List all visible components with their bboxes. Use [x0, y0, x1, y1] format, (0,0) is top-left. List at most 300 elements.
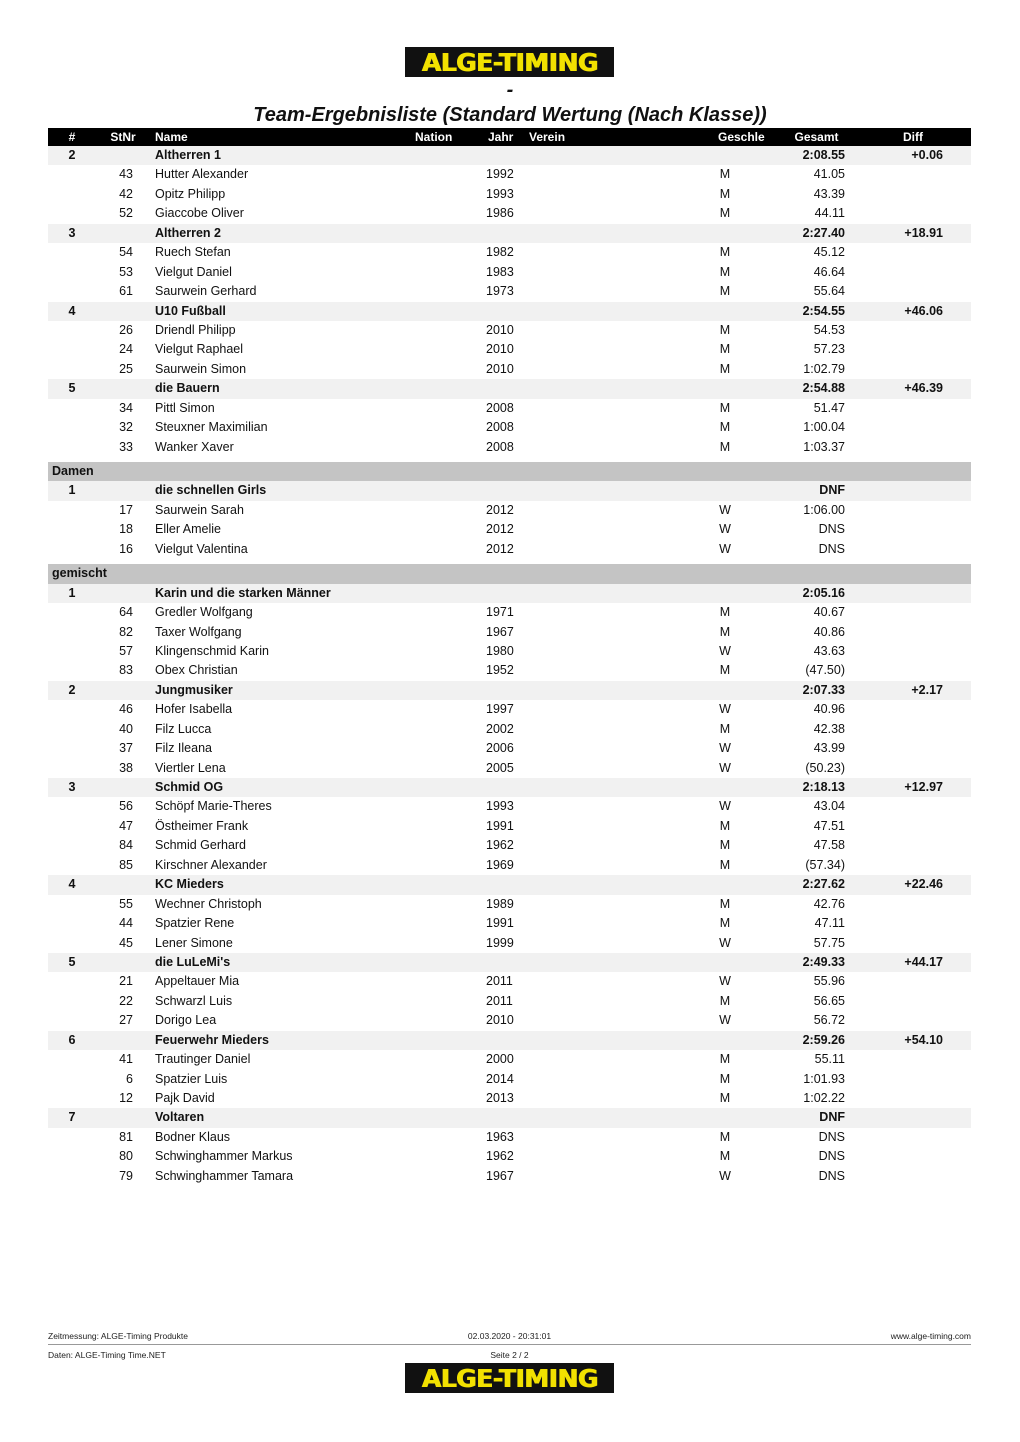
- member-gesamt: 43.04: [813, 799, 845, 814]
- member-row: [48, 263, 971, 282]
- member-gesamt: 43.39: [813, 186, 845, 201]
- footer-website[interactable]: www.alge-timing.com: [890, 1331, 971, 1341]
- member-row: [48, 520, 971, 539]
- member-geschlecht: M: [719, 605, 731, 620]
- footer-top: [48, 1331, 971, 1343]
- member-name: Trautinger Daniel: [155, 1052, 251, 1067]
- member-jahr: 1991: [486, 916, 514, 931]
- team-row: [48, 681, 971, 700]
- member-name: Taxer Wolfgang: [155, 624, 242, 639]
- category-name: gemischt: [52, 566, 107, 581]
- member-gesamt: 42.76: [813, 896, 845, 911]
- team-gesamt: 2:49.33: [802, 954, 845, 969]
- member-jahr: 2011: [486, 974, 513, 989]
- member-gesamt: 1:02.79: [803, 361, 845, 376]
- member-jahr: 2002: [486, 721, 514, 736]
- member-row: [48, 720, 971, 739]
- member-geschlecht: W: [719, 799, 731, 814]
- col-verein: Verein: [529, 130, 566, 144]
- member-row: [48, 340, 971, 359]
- member-geschlecht: W: [719, 522, 731, 537]
- team-diff: +0.06: [911, 148, 943, 162]
- team-gesamt: 2:07.33: [802, 682, 845, 697]
- member-name: Driendl Philipp: [155, 322, 236, 337]
- team-row: [48, 224, 971, 243]
- member-gesamt: 1:02.22: [803, 1091, 845, 1105]
- member-jahr: 2006: [486, 741, 514, 756]
- member-jahr: 1989: [486, 896, 514, 911]
- team-rank: 2: [68, 682, 76, 697]
- team-rank: 1: [68, 483, 76, 498]
- member-row: [48, 204, 971, 223]
- member-stnr: 44: [119, 916, 133, 931]
- member-gesamt: 47.11: [814, 916, 845, 931]
- member-stnr: 57: [119, 643, 133, 658]
- member-row: [48, 972, 971, 991]
- footer-zeitmessung: Zeitmessung: ALGE-Timing Produkte: [48, 1331, 188, 1341]
- member-name: Wanker Xaver: [155, 439, 234, 454]
- member-name: Klingenschmid Karin: [155, 643, 269, 658]
- team-rank: 5: [68, 381, 76, 396]
- member-gesamt: (50.23): [805, 760, 845, 775]
- member-row: [48, 1050, 971, 1069]
- member-jahr: 1969: [486, 857, 514, 872]
- alge-timing-logo: [405, 47, 614, 77]
- member-row: [48, 185, 971, 204]
- team-rank: 3: [68, 225, 76, 240]
- member-stnr: 64: [119, 605, 133, 620]
- member-jahr: 1963: [486, 1129, 514, 1144]
- team-rank: 2: [68, 148, 76, 162]
- member-name: Saurwein Sarah: [155, 502, 244, 517]
- member-row: [48, 1070, 971, 1089]
- member-stnr: 33: [119, 439, 133, 454]
- member-geschlecht: M: [719, 1091, 731, 1105]
- member-gesamt: 57.23: [813, 342, 845, 357]
- member-jahr: 1993: [486, 799, 514, 814]
- member-name: Hutter Alexander: [155, 167, 249, 182]
- member-geschlecht: M: [719, 916, 731, 931]
- member-jahr: 1991: [486, 818, 514, 833]
- col-geschlecht: Geschle: [718, 130, 765, 144]
- col-gesamt: Gesamt: [794, 130, 839, 144]
- team-name: Altherren 1: [155, 148, 221, 162]
- member-geschlecht: W: [719, 1013, 731, 1028]
- team-diff: +54.10: [904, 1032, 943, 1047]
- member-gesamt: 55.11: [814, 1052, 845, 1067]
- member-geschlecht: W: [719, 935, 731, 950]
- member-geschlecht: M: [719, 439, 731, 454]
- member-geschlecht: M: [719, 838, 731, 853]
- member-row: [48, 603, 971, 622]
- member-geschlecht: M: [719, 400, 731, 415]
- member-stnr: 53: [119, 264, 133, 279]
- member-jahr: 2012: [486, 522, 514, 537]
- member-gesamt: 56.72: [813, 1013, 845, 1028]
- member-name: Spatzier Luis: [155, 1071, 228, 1086]
- member-stnr: 83: [119, 663, 133, 678]
- member-name: Giaccobe Oliver: [155, 206, 244, 221]
- team-name: Jungmusiker: [155, 682, 233, 697]
- member-row: [48, 243, 971, 262]
- member-geschlecht: M: [719, 857, 731, 872]
- member-jahr: 1999: [486, 935, 514, 950]
- member-jahr: 1983: [486, 264, 514, 279]
- member-gesamt: 44.11: [814, 206, 845, 221]
- member-jahr: 1971: [486, 605, 514, 620]
- member-name: Opitz Philipp: [155, 186, 226, 201]
- team-name: Voltaren: [155, 1110, 205, 1125]
- member-name: Steuxner Maximilian: [155, 420, 268, 435]
- team-row: [48, 146, 971, 165]
- member-jahr: 2008: [486, 420, 514, 435]
- team-gesamt: 2:08.55: [802, 148, 845, 162]
- member-name: Filz Lucca: [155, 721, 212, 736]
- member-name: Eller Amelie: [155, 522, 221, 537]
- member-name: Filz Ileana: [155, 741, 212, 756]
- member-name: Vielgut Raphael: [155, 342, 244, 357]
- team-name: die schnellen Girls: [155, 483, 267, 498]
- member-jahr: 1993: [486, 186, 514, 201]
- team-rank: 5: [68, 954, 76, 969]
- member-stnr: 37: [119, 741, 133, 756]
- member-gesamt: 54.53: [813, 322, 845, 337]
- col-rank: #: [68, 130, 76, 144]
- member-geschlecht: M: [719, 1071, 731, 1086]
- member-name: Kirschner Alexander: [155, 857, 267, 872]
- member-jahr: 1967: [486, 1168, 514, 1183]
- member-jahr: 2010: [486, 361, 514, 376]
- member-jahr: 2010: [486, 1013, 514, 1028]
- member-name: Viertler Lena: [155, 760, 226, 775]
- member-gesamt: DNS: [818, 541, 845, 556]
- team-gesamt: 2:27.62: [802, 877, 845, 892]
- member-jahr: 2012: [486, 502, 514, 517]
- member-stnr: 82: [119, 624, 133, 639]
- member-jahr: 2000: [486, 1052, 514, 1067]
- team-gesamt: 2:27.40: [802, 225, 845, 240]
- team-rank: 1: [68, 585, 76, 600]
- member-gesamt: 55.64: [813, 284, 845, 299]
- team-rank: 6: [68, 1032, 76, 1047]
- member-name: Obex Christian: [155, 663, 238, 678]
- member-gesamt: DNS: [818, 1168, 845, 1183]
- member-name: Ruech Stefan: [155, 245, 231, 260]
- team-name: die LuLeMi's: [155, 954, 231, 969]
- member-stnr: 85: [119, 857, 133, 872]
- member-stnr: 47: [119, 818, 133, 833]
- team-rank: 7: [68, 1110, 76, 1125]
- member-jahr: 2008: [486, 400, 514, 415]
- member-geschlecht: M: [719, 818, 731, 833]
- member-jahr: 1982: [486, 245, 514, 260]
- member-jahr: 1952: [486, 663, 514, 678]
- col-jahr: Jahr: [488, 130, 514, 144]
- member-name: Gredler Wolfgang: [155, 605, 253, 620]
- member-jahr: 1973: [486, 284, 514, 299]
- team-name: die Bauern: [155, 381, 220, 396]
- member-row: [48, 360, 971, 379]
- member-row: [48, 817, 971, 836]
- category-row: [48, 564, 971, 583]
- member-row: [48, 661, 971, 680]
- member-stnr: 25: [119, 361, 133, 376]
- member-stnr: 40: [119, 721, 133, 736]
- member-stnr: 61: [119, 284, 133, 299]
- footer-divider: [48, 1344, 971, 1345]
- member-geschlecht: M: [719, 420, 731, 435]
- category-row: [48, 462, 971, 481]
- member-geschlecht: M: [719, 167, 731, 182]
- team-name: U10 Fußball: [155, 303, 226, 318]
- member-stnr: 21: [119, 974, 133, 989]
- member-row: [48, 1147, 971, 1166]
- footer-daten: Daten: ALGE-Timing Time.NET: [48, 1350, 166, 1360]
- col-name: Name: [155, 130, 188, 144]
- member-stnr: 43: [119, 167, 133, 182]
- member-stnr: 56: [119, 799, 133, 814]
- member-row: [48, 1089, 971, 1108]
- member-gesamt: 47.51: [813, 818, 845, 833]
- member-jahr: 2011: [486, 993, 513, 1008]
- member-stnr: 26: [119, 322, 133, 337]
- member-geschlecht: M: [719, 1052, 731, 1067]
- member-name: Vielgut Daniel: [155, 264, 232, 279]
- team-name: Feuerwehr Mieders: [155, 1032, 269, 1047]
- member-name: Schwinghammer Markus: [155, 1149, 293, 1164]
- title-dash: -: [506, 79, 514, 101]
- member-geschlecht: M: [719, 1149, 731, 1164]
- team-name: Karin und die starken Männer: [155, 585, 331, 600]
- team-rank: 4: [68, 303, 76, 318]
- team-row: [48, 875, 971, 894]
- col-stnr: StNr: [110, 130, 136, 144]
- member-gesamt: 40.67: [813, 605, 845, 620]
- member-gesamt: 40.86: [813, 624, 845, 639]
- footer-seite: Seite 2 / 2: [490, 1350, 529, 1360]
- member-gesamt: 56.65: [813, 993, 845, 1008]
- member-stnr: 22: [119, 993, 133, 1008]
- member-stnr: 79: [119, 1168, 133, 1183]
- team-rank: 4: [68, 877, 76, 892]
- member-jahr: 1992: [486, 167, 514, 182]
- table-header: [48, 128, 971, 146]
- team-row: [48, 379, 971, 398]
- member-gesamt: DNS: [818, 1129, 845, 1144]
- member-jahr: 1980: [486, 643, 514, 658]
- member-row: [48, 739, 971, 758]
- member-geschlecht: W: [719, 741, 731, 756]
- team-row: [48, 778, 971, 797]
- member-row: [48, 759, 971, 778]
- member-geschlecht: M: [719, 1129, 731, 1144]
- member-stnr: 18: [119, 522, 133, 537]
- member-gesamt: 41.05: [813, 167, 845, 182]
- member-stnr: 41: [119, 1052, 133, 1067]
- member-geschlecht: M: [719, 264, 731, 279]
- team-gesamt: DNF: [819, 1110, 845, 1125]
- member-jahr: 2010: [486, 322, 514, 337]
- member-name: Vielgut Valentina: [155, 541, 248, 556]
- member-stnr: 80: [119, 1149, 133, 1164]
- member-jahr: 2005: [486, 760, 514, 775]
- member-gesamt: 43.63: [813, 643, 845, 658]
- member-row: [48, 992, 971, 1011]
- member-name: Wechner Christoph: [155, 896, 262, 911]
- member-geschlecht: W: [719, 702, 731, 717]
- member-jahr: 1962: [486, 1149, 514, 1164]
- member-row: [48, 856, 971, 875]
- member-name: Pajk David: [155, 1091, 215, 1105]
- member-stnr: 52: [119, 206, 133, 221]
- member-jahr: 2010: [486, 342, 514, 357]
- team-gesamt: 2:59.26: [802, 1032, 845, 1047]
- member-row: [48, 501, 971, 520]
- member-geschlecht: M: [719, 993, 731, 1008]
- member-stnr: 84: [119, 838, 133, 853]
- team-row: [48, 584, 971, 603]
- member-stnr: 12: [119, 1091, 133, 1105]
- team-rank: 3: [68, 780, 76, 794]
- member-name: Pittl Simon: [155, 400, 215, 415]
- member-stnr: 38: [119, 760, 133, 775]
- col-diff: Diff: [903, 130, 923, 144]
- member-geschlecht: W: [719, 502, 731, 517]
- member-geschlecht: W: [719, 541, 731, 556]
- member-geschlecht: M: [719, 322, 731, 337]
- footer-datum: 02.03.2020 - 20:31:01: [467, 1331, 552, 1341]
- member-row: [48, 418, 971, 437]
- member-gesamt: (57.34): [805, 857, 845, 872]
- member-name: Schwarzl Luis: [155, 993, 233, 1008]
- team-diff: +12.97: [904, 780, 943, 794]
- member-name: Östheimer Frank: [155, 818, 249, 833]
- member-gesamt: 1:06.00: [803, 502, 845, 517]
- member-gesamt: 40.96: [813, 702, 845, 717]
- member-row: [48, 642, 971, 661]
- footer-bottom: [48, 1350, 971, 1362]
- team-name: Schmid OG: [155, 780, 224, 794]
- logo-text-footer: ALGE-TIMING: [421, 1363, 598, 1393]
- member-geschlecht: M: [719, 206, 731, 221]
- team-row: [48, 1031, 971, 1050]
- member-row: [48, 165, 971, 184]
- member-row: [48, 797, 971, 816]
- member-name: Dorigo Lea: [155, 1013, 217, 1028]
- team-name: KC Mieders: [155, 877, 224, 892]
- member-jahr: 1967: [486, 624, 514, 639]
- member-row: [48, 1011, 971, 1030]
- member-name: Saurwein Simon: [155, 361, 247, 376]
- member-row: [48, 1167, 971, 1186]
- member-gesamt: 55.96: [813, 974, 845, 989]
- member-gesamt: 1:03.37: [803, 439, 845, 454]
- member-geschlecht: W: [719, 760, 731, 775]
- member-row: [48, 934, 971, 953]
- team-gesamt: 2:54.88: [802, 381, 845, 396]
- member-name: Schwinghammer Tamara: [155, 1168, 294, 1183]
- member-row: [48, 540, 971, 559]
- team-diff: +22.46: [904, 877, 943, 892]
- team-row: [48, 302, 971, 321]
- team-gesamt: DNF: [819, 483, 845, 498]
- member-name: Spatzier Rene: [155, 916, 235, 931]
- member-stnr: 55: [119, 896, 133, 911]
- col-nation: Nation: [415, 130, 453, 144]
- member-gesamt: 46.64: [813, 264, 845, 279]
- member-stnr: 34: [119, 400, 133, 415]
- team-gesamt: 2:05.16: [802, 585, 845, 600]
- member-name: Saurwein Gerhard: [155, 284, 257, 299]
- page-title: Team-Ergebnisliste (Standard Wertung (Nach Klasse)): [253, 104, 767, 126]
- member-gesamt: 51.47: [813, 400, 845, 415]
- member-jahr: 2014: [486, 1071, 514, 1086]
- team-diff: +46.39: [904, 381, 943, 396]
- team-diff: +46.06: [904, 303, 943, 318]
- member-stnr: 17: [119, 502, 133, 517]
- team-row: [48, 953, 971, 972]
- team-row: [48, 1108, 971, 1127]
- member-geschlecht: M: [719, 721, 731, 736]
- member-row: [48, 399, 971, 418]
- member-geschlecht: W: [719, 974, 731, 989]
- member-gesamt: DNS: [818, 522, 845, 537]
- member-row: [48, 438, 971, 457]
- member-row: [48, 1128, 971, 1147]
- member-gesamt: 45.12: [813, 245, 845, 260]
- member-stnr: 24: [119, 342, 133, 357]
- member-stnr: 42: [119, 186, 133, 201]
- team-gesamt: 2:18.13: [802, 780, 845, 794]
- member-stnr: 32: [119, 420, 133, 435]
- member-geschlecht: M: [719, 624, 731, 639]
- member-name: Appeltauer Mia: [155, 974, 240, 989]
- member-geschlecht: M: [719, 245, 731, 260]
- member-jahr: 1986: [486, 206, 514, 221]
- member-stnr: 27: [119, 1013, 133, 1028]
- member-stnr: 45: [119, 935, 133, 950]
- member-gesamt: DNS: [818, 1149, 845, 1164]
- member-geschlecht: W: [719, 643, 731, 658]
- team-name: Altherren 2: [155, 225, 221, 240]
- member-row: [48, 836, 971, 855]
- member-geschlecht: W: [719, 1168, 731, 1183]
- member-gesamt: 47.58: [813, 838, 845, 853]
- member-gesamt: 42.38: [813, 721, 845, 736]
- member-jahr: 1997: [486, 702, 514, 717]
- member-row: [48, 895, 971, 914]
- team-diff: +2.17: [911, 682, 943, 697]
- team-gesamt: 2:54.55: [802, 303, 845, 318]
- member-row: [48, 914, 971, 933]
- member-stnr: 54: [119, 245, 133, 260]
- member-jahr: 2013: [486, 1091, 514, 1105]
- member-row: [48, 700, 971, 719]
- member-jahr: 2012: [486, 541, 514, 556]
- member-stnr: 16: [119, 541, 133, 556]
- table-body: [48, 146, 971, 1186]
- member-gesamt: 57.75: [813, 935, 845, 950]
- member-jahr: 2008: [486, 439, 514, 454]
- member-name: Schmid Gerhard: [155, 838, 247, 853]
- member-geschlecht: M: [719, 284, 731, 299]
- team-row: [48, 481, 971, 500]
- member-geschlecht: M: [719, 361, 731, 376]
- member-name: Bodner Klaus: [155, 1129, 231, 1144]
- member-row: [48, 321, 971, 340]
- member-gesamt: 1:00.04: [803, 420, 845, 435]
- member-geschlecht: M: [719, 663, 731, 678]
